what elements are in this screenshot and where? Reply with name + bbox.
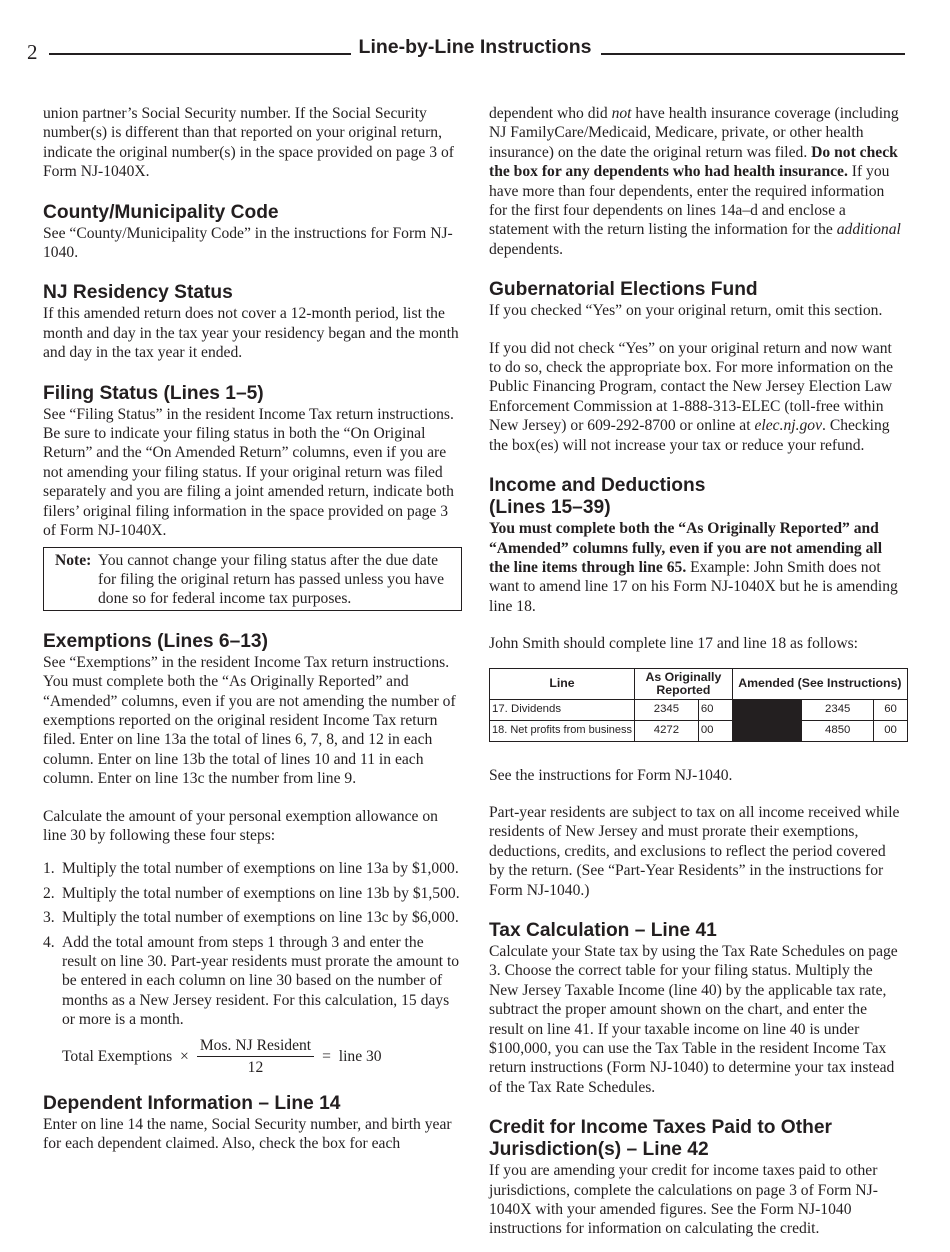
note-text: You cannot change your filing status after the due date for filing the original return has passed unless you have done so for federal income tax purposes. — [98, 551, 445, 608]
income-paragraph: You must complete both the “As Originally Reported” and “Amended” columns fully, even if you are not amending all the line items through line 65. Example: John Smith does not want to amend line 17 on his Form NJ-1040X but he is amending line 18. — [489, 520, 898, 615]
dependent-continued-paragraph: dependent who did not have health insurance coverage (including NJ FamilyCare/Medicaid, Medicare, private, or other health insurance) on the date the original return was filed. Do not check the box for any dependents who had health insurance. If you have more than four dependents, enter the required information for the first four dependents on lines 14a–d and enclose a statement with the return listing the information for the additional dependents. — [489, 105, 901, 258]
credit-paragraph: If you are amending your credit for income taxes paid to other jurisdictions, complete the calculations on page 3 of Form NJ-1040X with your amended figures. See the Form NJ-1040 instructions for information on calculating the credit. — [489, 1162, 878, 1238]
exemptions-paragraph: See “Exemptions” in the resident Income Tax return instructions. You must complete both the “As Originally Reported” and “Amended” columns, even if you are not amending the number of exemptions reported on the original resident Income Tax return filed. Enter on line 13a the total of lines 6, 7, 8, and 12 in each column. Enter on line 13b the total of lines 10 and 11 in each column. Enter on line 13c the number from line 9. — [43, 653, 456, 788]
list-item: 1. Multiply the total number of exemptions on line 13a by $1,000. — [43, 860, 459, 878]
shaded-cell — [732, 699, 802, 720]
table-header-amended: Amended (See Instructions) — [732, 668, 907, 699]
table-header-original: As Originally Reported — [635, 668, 733, 699]
john-smith-paragraph: John Smith should complete line 17 and line 18 as follows: — [489, 635, 859, 653]
table-row: 18. Net profits from business 4272 00 4850 00 — [490, 720, 908, 741]
heading-income-deductions: Income and Deductions (Lines 15–39) — [489, 475, 706, 519]
note-box — [43, 547, 462, 611]
formula-fraction — [197, 1036, 314, 1078]
table-header-line: Line — [490, 668, 635, 699]
county-paragraph: See “County/Municipality Code” in the instructions for Form NJ-1040. — [43, 224, 453, 262]
list-item: 3. Multiply the total number of exemptions on line 13c by $6,000. — [43, 909, 459, 927]
steps-list — [43, 859, 462, 1029]
example-table — [489, 668, 908, 742]
table-row: 17. Dividends 2345 60 2345 60 — [490, 699, 908, 720]
heading-exemptions: Exemptions (Lines 6–13) — [43, 630, 268, 652]
calc-paragraph: Calculate the amount of your personal exemption allowance on line 30 by following these four steps: — [43, 807, 438, 844]
see-instructions-paragraph: See the instructions for Form NJ-1040. — [489, 766, 733, 784]
heading-filing-status: Filing Status (Lines 1–5) — [43, 382, 264, 404]
filing-paragraph: See “Filing Status” in the resident Income Tax return instructions. Be sure to indicate your filing status in both the “On Original Return” and the “On Amended Return” columns, even if you are not amending your filing status. If your original return was filed separately and you are filing a joint amended return, indicate both filers’ original filing information in the space provided on page 3 of Form NJ-1040X. — [43, 405, 454, 540]
residency-paragraph: If this amended return does not cover a 12-month period, list the month and day in the tax year your residency began and the month and day in the tax year it ended. — [43, 305, 459, 362]
header-rule-right — [601, 53, 905, 55]
gub-paragraph-1: If you checked “Yes” on your original return, omit this section. — [489, 302, 883, 320]
gub-paragraph-2: If you did not check “Yes” on your original return and now want to do so, check the appropriate box. For more information on the Public Financing Program, contact the New Jersey Election Law Enforcement Commission at 1-888-313-ELEC (toll-free within New Jersey) or 609-292-8700 or online at elec.nj.gov. Checking the box(es) will not increase your tax or reduce your refund. — [489, 339, 894, 454]
formula-lhs: Total Exemptions × — [62, 1047, 189, 1065]
heading-county-code: County/Municipality Code — [43, 201, 279, 223]
heading-tax-calculation: Tax Calculation – Line 41 — [489, 919, 717, 941]
note-label: Note: — [55, 551, 92, 569]
heading-credit-other-jurisdictions: Credit for Income Taxes Paid to Other Jurisdiction(s) – Line 42 — [489, 1117, 832, 1161]
exemption-formula — [62, 1035, 462, 1079]
list-item: 4. Add the total amount from steps 1 through 3 and enter the result on line 30. Part-year residents must prorate the amount to be entered in each column on line 30 based on the number of months as a New Jersey resident. For this calculation, 15 days or more is a month. — [43, 933, 460, 1029]
right-column — [489, 104, 905, 1239]
intro-paragraph: union partner’s Social Security number. If the Social Security number(s) is different than that reported on your original return, indicate the original number(s) in the space provided on page 3 of Form NJ-1040X. — [43, 105, 454, 181]
formula-numerator: Mos. NJ Resident — [197, 1036, 314, 1057]
left-column — [43, 104, 462, 1153]
part-year-paragraph: Part-year residents are subject to tax on all income received while residents of New Jersey and must prorate their exemptions, deductions, credits, and exclusions to reflect the period covered by the return. (See “Part-Year Residents” in the instructions for Form NJ-1040.) — [489, 803, 900, 899]
formula-denominator: 12 — [247, 1059, 264, 1077]
heading-gubernatorial-fund: Gubernatorial Elections Fund — [489, 279, 758, 301]
formula-rhs: = line 30 — [322, 1047, 382, 1065]
heading-residency-status: NJ Residency Status — [43, 282, 233, 304]
shaded-cell — [732, 720, 802, 741]
page-title: Line-by-Line Instructions — [358, 36, 592, 58]
dependent-paragraph: Enter on line 14 the name, Social Security number, and birth year for each dependent claimed. Also, check the box for each — [43, 1115, 452, 1153]
heading-dependent-info: Dependent Information – Line 14 — [43, 1092, 341, 1114]
tax-calc-paragraph: Calculate your State tax by using the Tax Rate Schedules on page 3. Choose the correct table for your filing status. Multiply the New Jersey Taxable Income (line 40) by the applicable tax rate, subtract the proper amount shown on the chart, and enter the result on line 41. If your taxable income on line 40 is under $100,000, you can use the Tax Table in the resident Income Tax return instructions (Form NJ-1040) to determine your tax instead of the Tax Rate Schedules. — [489, 942, 898, 1096]
list-item: 2. Multiply the total number of exemptions on line 13b by $1,500. — [43, 884, 460, 902]
page-number: 2 — [27, 40, 38, 64]
elec-link[interactable]: elec.nj.gov — [754, 417, 823, 435]
